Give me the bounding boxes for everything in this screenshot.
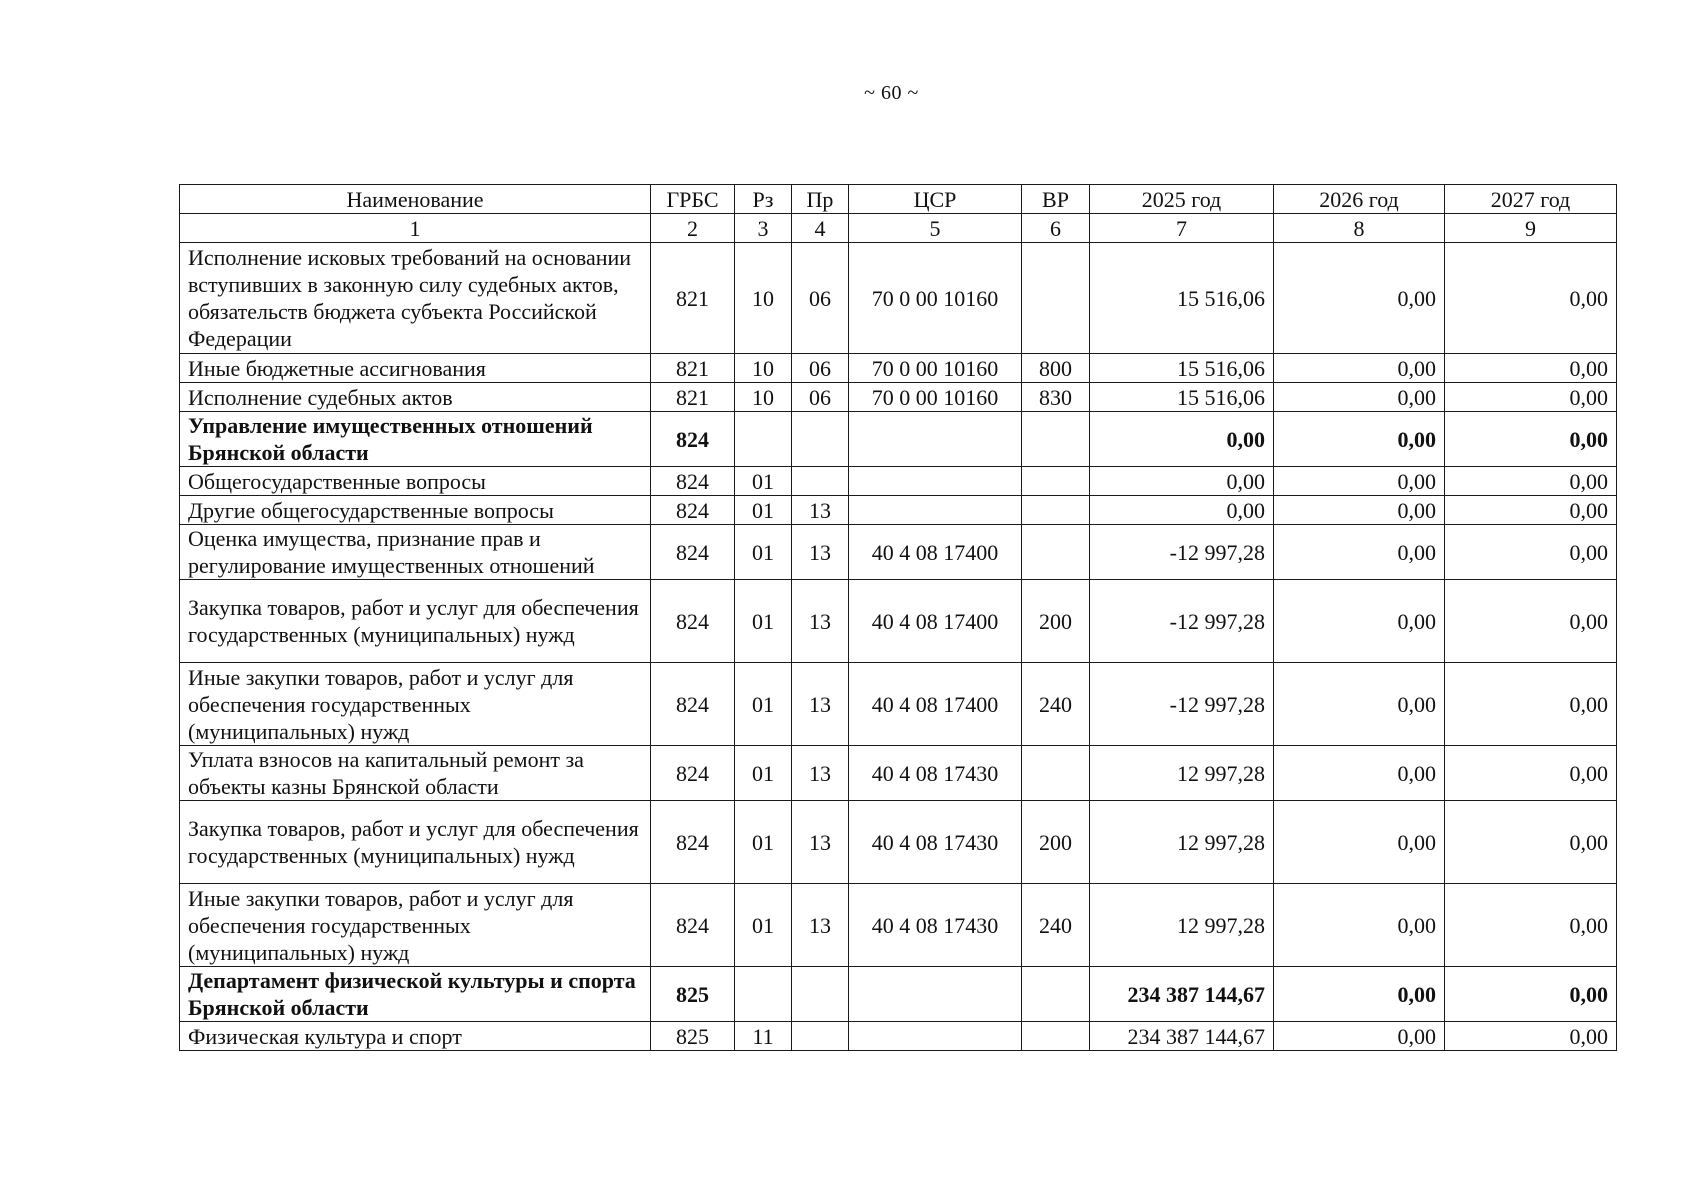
cell-2027: 0,00 bbox=[1445, 746, 1617, 801]
cell-csr: 40 4 08 17430 bbox=[849, 801, 1022, 884]
cell-vr bbox=[1022, 412, 1090, 467]
cell-2027: 0,00 bbox=[1445, 801, 1617, 884]
cell-rz: 11 bbox=[735, 1022, 792, 1051]
header-grbs: ГРБС bbox=[651, 185, 735, 214]
cell-csr: 40 4 08 17430 bbox=[849, 884, 1022, 967]
cell-vr: 830 bbox=[1022, 383, 1090, 412]
cell-grbs: 824 bbox=[651, 496, 735, 525]
cell-2027: 0,00 bbox=[1445, 354, 1617, 383]
cell-pr: 13 bbox=[792, 801, 849, 884]
cell-name: Уплата взносов на капитальный ремонт за объекты казны Брянской области bbox=[180, 746, 651, 801]
cell-pr: 13 bbox=[792, 663, 849, 746]
cell-vr bbox=[1022, 496, 1090, 525]
cell-rz: 01 bbox=[735, 496, 792, 525]
table-row bbox=[180, 746, 1617, 801]
cell-2027: 0,00 bbox=[1445, 1022, 1617, 1051]
cell-rz: 01 bbox=[735, 467, 792, 496]
cell-2025: 0,00 bbox=[1090, 496, 1274, 525]
cell-grbs: 824 bbox=[651, 525, 735, 580]
cell-name: Исполнение судебных актов bbox=[180, 383, 651, 412]
table-row bbox=[180, 884, 1617, 967]
cell-rz: 01 bbox=[735, 580, 792, 663]
cell-2026: 0,00 bbox=[1274, 496, 1445, 525]
cell-vr: 240 bbox=[1022, 663, 1090, 746]
cell-name: Закупка товаров, работ и услуг для обеспечения государственных (муниципальных) нужд bbox=[180, 801, 651, 884]
cell-2025: -12 997,28 bbox=[1090, 525, 1274, 580]
budget-table bbox=[179, 184, 1617, 1051]
cell-vr bbox=[1022, 1022, 1090, 1051]
column-number: 3 bbox=[735, 214, 792, 243]
column-number-row bbox=[180, 214, 1617, 243]
cell-vr bbox=[1022, 525, 1090, 580]
column-number: 4 bbox=[792, 214, 849, 243]
cell-rz: 01 bbox=[735, 663, 792, 746]
cell-2025: 0,00 bbox=[1090, 412, 1274, 467]
cell-name: Общегосударственные вопросы bbox=[180, 467, 651, 496]
column-number: 6 bbox=[1022, 214, 1090, 243]
cell-vr: 200 bbox=[1022, 580, 1090, 663]
cell-2026: 0,00 bbox=[1274, 580, 1445, 663]
cell-vr: 200 bbox=[1022, 801, 1090, 884]
cell-2027: 0,00 bbox=[1445, 663, 1617, 746]
cell-grbs: 821 bbox=[651, 383, 735, 412]
cell-grbs: 824 bbox=[651, 412, 735, 467]
column-number: 8 bbox=[1274, 214, 1445, 243]
cell-csr bbox=[849, 967, 1022, 1022]
cell-2026: 0,00 bbox=[1274, 801, 1445, 884]
cell-grbs: 824 bbox=[651, 801, 735, 884]
column-number: 1 bbox=[180, 214, 651, 243]
cell-grbs: 825 bbox=[651, 1022, 735, 1051]
cell-rz: 10 bbox=[735, 354, 792, 383]
cell-name: Иные бюджетные ассигнования bbox=[180, 354, 651, 383]
column-number: 2 bbox=[651, 214, 735, 243]
table-row bbox=[180, 383, 1617, 412]
cell-csr bbox=[849, 412, 1022, 467]
header-row bbox=[180, 185, 1617, 214]
cell-name: Другие общегосударственные вопросы bbox=[180, 496, 651, 525]
cell-vr: 240 bbox=[1022, 884, 1090, 967]
cell-2027: 0,00 bbox=[1445, 884, 1617, 967]
cell-pr bbox=[792, 412, 849, 467]
cell-2027: 0,00 bbox=[1445, 496, 1617, 525]
table-body bbox=[180, 214, 1617, 1051]
cell-2026: 0,00 bbox=[1274, 412, 1445, 467]
cell-2026: 0,00 bbox=[1274, 525, 1445, 580]
cell-pr bbox=[792, 1022, 849, 1051]
cell-rz: 10 bbox=[735, 383, 792, 412]
cell-grbs: 824 bbox=[651, 467, 735, 496]
cell-2026: 0,00 bbox=[1274, 354, 1445, 383]
cell-csr: 40 4 08 17430 bbox=[849, 746, 1022, 801]
cell-2026: 0,00 bbox=[1274, 746, 1445, 801]
cell-pr bbox=[792, 467, 849, 496]
table-row bbox=[180, 967, 1617, 1022]
cell-rz: 01 bbox=[735, 525, 792, 580]
cell-pr: 13 bbox=[792, 884, 849, 967]
cell-rz: 01 bbox=[735, 884, 792, 967]
cell-name: Оценка имущества, признание прав и регулирование имущественных отношений bbox=[180, 525, 651, 580]
cell-name: Исполнение исковых требований на основании вступивших в законную силу судебных актов, обязательств бюджета субъекта Российской Федерации bbox=[180, 243, 651, 354]
cell-csr: 40 4 08 17400 bbox=[849, 663, 1022, 746]
cell-2026: 0,00 bbox=[1274, 663, 1445, 746]
cell-grbs: 824 bbox=[651, 884, 735, 967]
cell-2025: 12 997,28 bbox=[1090, 884, 1274, 967]
cell-2026: 0,00 bbox=[1274, 967, 1445, 1022]
table-row bbox=[180, 1022, 1617, 1051]
column-number: 9 bbox=[1445, 214, 1617, 243]
cell-csr: 40 4 08 17400 bbox=[849, 580, 1022, 663]
cell-2027: 0,00 bbox=[1445, 467, 1617, 496]
cell-2025: -12 997,28 bbox=[1090, 663, 1274, 746]
cell-2027: 0,00 bbox=[1445, 412, 1617, 467]
table-row bbox=[180, 663, 1617, 746]
cell-pr bbox=[792, 967, 849, 1022]
cell-vr bbox=[1022, 243, 1090, 354]
table-row bbox=[180, 354, 1617, 383]
header-2026: 2026 год bbox=[1274, 185, 1445, 214]
cell-vr: 800 bbox=[1022, 354, 1090, 383]
cell-pr: 06 bbox=[792, 243, 849, 354]
cell-csr bbox=[849, 1022, 1022, 1051]
cell-rz bbox=[735, 412, 792, 467]
header-2027: 2027 год bbox=[1445, 185, 1617, 214]
cell-pr: 06 bbox=[792, 383, 849, 412]
cell-2025: 12 997,28 bbox=[1090, 746, 1274, 801]
cell-csr: 70 0 00 10160 bbox=[849, 243, 1022, 354]
header-name: Наименование bbox=[180, 185, 651, 214]
cell-csr: 40 4 08 17400 bbox=[849, 525, 1022, 580]
table-row bbox=[180, 243, 1617, 354]
table-row bbox=[180, 580, 1617, 663]
table-row bbox=[180, 496, 1617, 525]
cell-pr: 13 bbox=[792, 580, 849, 663]
table-header bbox=[180, 185, 1617, 214]
cell-rz: 01 bbox=[735, 801, 792, 884]
header-vr: ВР bbox=[1022, 185, 1090, 214]
cell-2027: 0,00 bbox=[1445, 525, 1617, 580]
table-row bbox=[180, 467, 1617, 496]
cell-csr: 70 0 00 10160 bbox=[849, 354, 1022, 383]
header-csr: ЦСР bbox=[849, 185, 1022, 214]
cell-2026: 0,00 bbox=[1274, 243, 1445, 354]
header-rz: Рз bbox=[735, 185, 792, 214]
cell-2027: 0,00 bbox=[1445, 580, 1617, 663]
cell-pr: 13 bbox=[792, 496, 849, 525]
cell-2025: 234 387 144,67 bbox=[1090, 967, 1274, 1022]
cell-grbs: 821 bbox=[651, 243, 735, 354]
cell-2026: 0,00 bbox=[1274, 383, 1445, 412]
cell-2026: 0,00 bbox=[1274, 884, 1445, 967]
cell-2025: 15 516,06 bbox=[1090, 383, 1274, 412]
cell-grbs: 824 bbox=[651, 746, 735, 801]
cell-name: Закупка товаров, работ и услуг для обеспечения государственных (муниципальных) нужд bbox=[180, 580, 651, 663]
cell-2025: 15 516,06 bbox=[1090, 243, 1274, 354]
cell-2027: 0,00 bbox=[1445, 383, 1617, 412]
cell-2026: 0,00 bbox=[1274, 467, 1445, 496]
cell-2025: 0,00 bbox=[1090, 467, 1274, 496]
cell-rz bbox=[735, 967, 792, 1022]
table-row bbox=[180, 412, 1617, 467]
cell-csr: 70 0 00 10160 bbox=[849, 383, 1022, 412]
cell-2025: -12 997,28 bbox=[1090, 580, 1274, 663]
cell-2025: 15 516,06 bbox=[1090, 354, 1274, 383]
cell-2025: 234 387 144,67 bbox=[1090, 1022, 1274, 1051]
page-number: ~ 60 ~ bbox=[864, 82, 919, 104]
cell-name: Управление имущественных отношений Брянской области bbox=[180, 412, 651, 467]
column-number: 7 bbox=[1090, 214, 1274, 243]
cell-grbs: 824 bbox=[651, 580, 735, 663]
cell-csr bbox=[849, 496, 1022, 525]
cell-csr bbox=[849, 467, 1022, 496]
cell-rz: 10 bbox=[735, 243, 792, 354]
table-row bbox=[180, 525, 1617, 580]
cell-2025: 12 997,28 bbox=[1090, 801, 1274, 884]
cell-vr bbox=[1022, 467, 1090, 496]
cell-grbs: 821 bbox=[651, 354, 735, 383]
header-pr: Пр bbox=[792, 185, 849, 214]
cell-pr: 06 bbox=[792, 354, 849, 383]
cell-grbs: 825 bbox=[651, 967, 735, 1022]
cell-pr: 13 bbox=[792, 525, 849, 580]
cell-name: Иные закупки товаров, работ и услуг для обеспечения государственных (муниципальных) нужд bbox=[180, 663, 651, 746]
column-number: 5 bbox=[849, 214, 1022, 243]
cell-vr bbox=[1022, 967, 1090, 1022]
cell-vr bbox=[1022, 746, 1090, 801]
cell-rz: 01 bbox=[735, 746, 792, 801]
header-2025: 2025 год bbox=[1090, 185, 1274, 214]
cell-2026: 0,00 bbox=[1274, 1022, 1445, 1051]
cell-2027: 0,00 bbox=[1445, 243, 1617, 354]
cell-name: Департамент физической культуры и спорта Брянской области bbox=[180, 967, 651, 1022]
cell-grbs: 824 bbox=[651, 663, 735, 746]
table-row bbox=[180, 801, 1617, 884]
cell-pr: 13 bbox=[792, 746, 849, 801]
cell-name: Иные закупки товаров, работ и услуг для обеспечения государственных (муниципальных) нужд bbox=[180, 884, 651, 967]
cell-name: Физическая культура и спорт bbox=[180, 1022, 651, 1051]
cell-2027: 0,00 bbox=[1445, 967, 1617, 1022]
